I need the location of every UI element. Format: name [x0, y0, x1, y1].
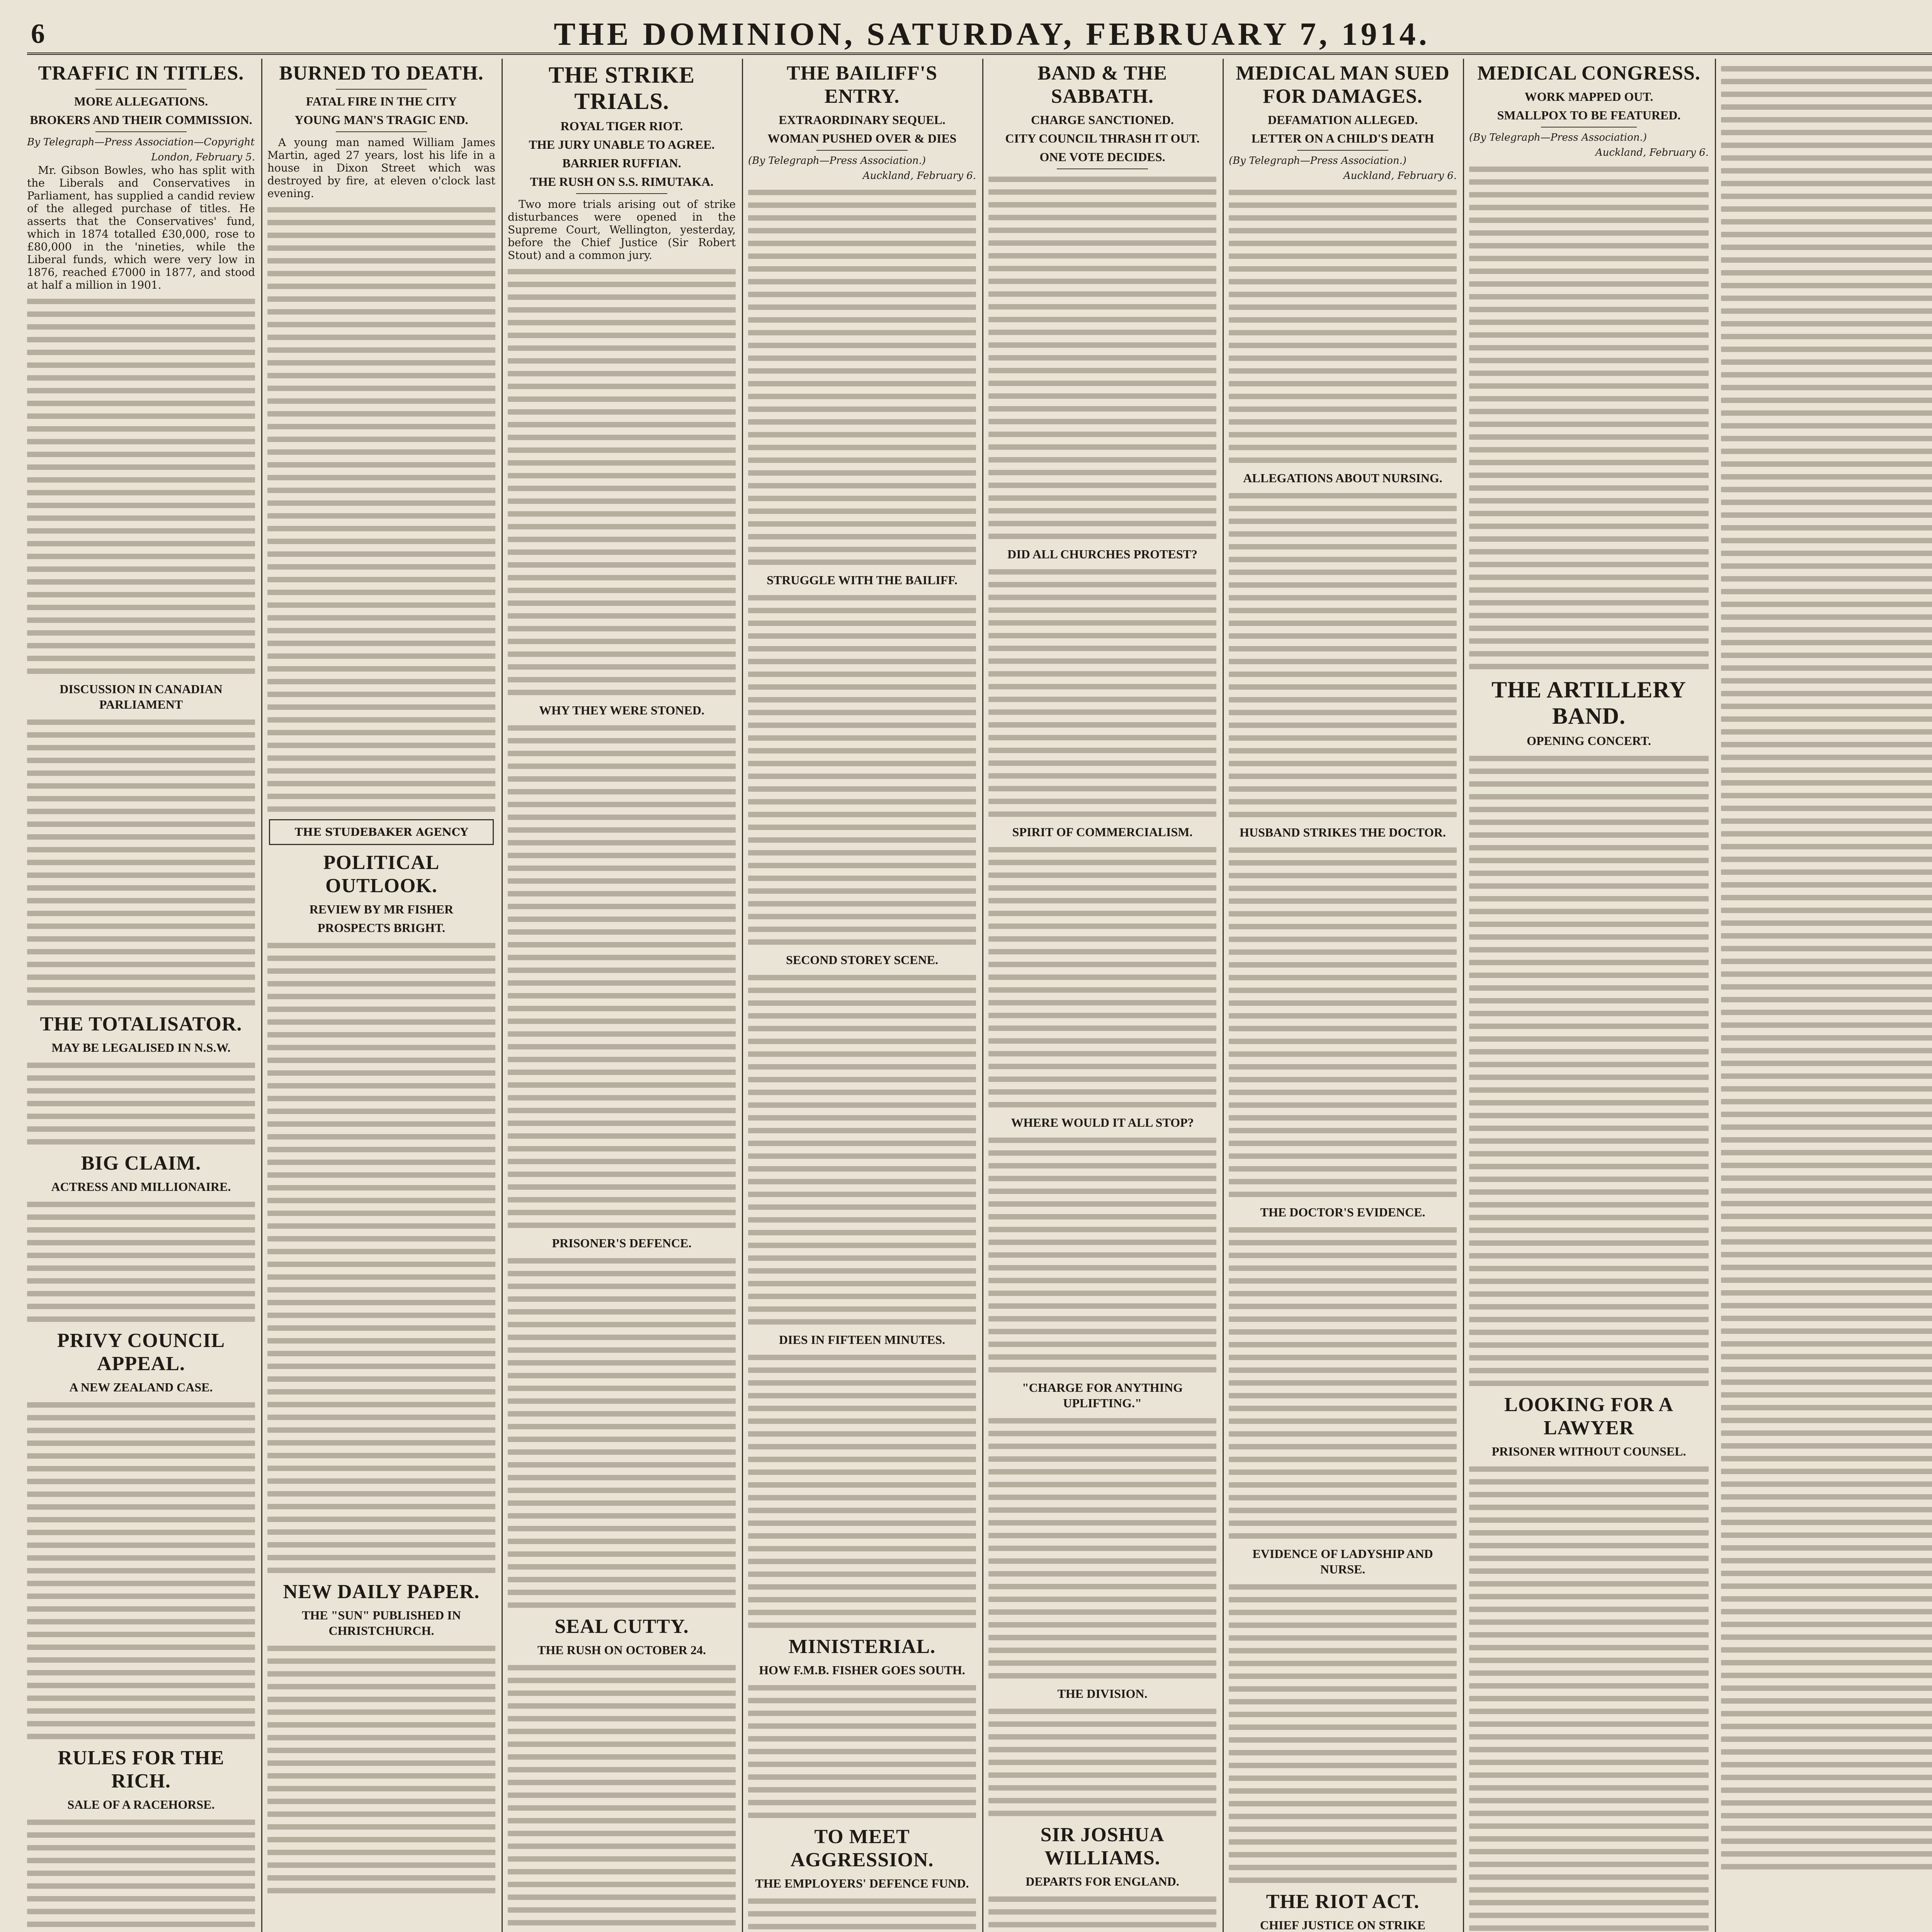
headline-traffic-in-titles: TRAFFIC IN TITLES.: [38, 62, 244, 84]
subhead: A NEW ZEALAND CASE.: [69, 1380, 213, 1394]
headline-medical-congress: MEDICAL CONGRESS.: [1477, 62, 1701, 84]
newspaper-page: [27, 15, 1932, 1932]
page-number: 6: [31, 18, 45, 49]
subhead: DEFAMATION ALLEGED.: [1267, 113, 1418, 127]
subhead: CITY COUNCIL THRASH IT OUT.: [1005, 131, 1200, 145]
byline: By Telegraph—Press Association—Copyright: [27, 136, 255, 148]
headline: NEW DAILY PAPER.: [283, 1581, 480, 1603]
headline: THE ARTILLERY BAND.: [1492, 677, 1686, 729]
subhead: BARRIER RUFFIAN.: [562, 156, 681, 170]
advertisement: THE STUDEBAKER AGENCY: [269, 819, 494, 845]
subhead: HUSBAND STRIKES THE DOCTOR.: [1239, 825, 1446, 839]
subhead: EXTRAORDINARY SEQUEL.: [779, 113, 946, 127]
subhead: THE JURY UNABLE TO AGREE.: [529, 138, 715, 151]
headline-burned-to-death: BURNED TO DEATH.: [279, 62, 484, 84]
subhead: LETTER ON A CHILD'S DEATH: [1251, 131, 1434, 145]
headline: BIG CLAIM.: [81, 1152, 201, 1174]
subhead: ONE VOTE DECIDES.: [1039, 150, 1165, 164]
column-4: [748, 59, 976, 1932]
subhead: DEPARTS FOR ENGLAND.: [1026, 1874, 1179, 1888]
subhead: MORE ALLEGATIONS.: [74, 94, 208, 108]
subhead: THE DIVISION.: [1057, 1687, 1148, 1701]
subhead: PRISONER'S DEFENCE.: [552, 1236, 692, 1250]
column-5: [988, 59, 1216, 1932]
column-1: [27, 59, 255, 1932]
headline: DISCUSSION IN CANADIAN PARLIAMENT: [60, 682, 223, 711]
headline: MINISTERIAL.: [788, 1636, 936, 1658]
subhead: EVIDENCE OF LADYSHIP AND NURSE.: [1252, 1547, 1433, 1576]
subhead: DIES IN FIFTEEN MINUTES.: [779, 1333, 946, 1347]
subhead: WHERE WOULD IT ALL STOP?: [1011, 1116, 1194, 1129]
subhead: SMALLPOX TO BE FEATURED.: [1497, 108, 1681, 122]
subhead: ALLEGATIONS ABOUT NURSING.: [1243, 471, 1442, 485]
byline: (By Telegraph—Press Association.): [1469, 132, 1647, 143]
dateline: Auckland, February 6.: [862, 170, 976, 182]
headline: PRIVY COUNCIL APPEAL.: [57, 1330, 225, 1375]
subhead: BROKERS AND THEIR COMMISSION.: [30, 113, 252, 127]
subhead: SECOND STOREY SCENE.: [786, 953, 938, 967]
newspaper-title: THE DOMINION, SATURDAY, FEBRUARY 7, 1914.: [554, 16, 1430, 52]
article-paragraph: A young man named William James Martin, aged 27 years, lost his life in a house in Dixon Street which was destroyed by fire, at eleven o'clock last evening.: [267, 136, 495, 200]
subhead: WOMAN PUSHED OVER & DIES: [767, 131, 957, 145]
subhead: ACTRESS AND MILLIONAIRE.: [51, 1180, 231, 1194]
subhead: STRUGGLE WITH THE BAILIFF.: [767, 573, 957, 587]
subhead: THE RUSH ON S.S. RIMUTAKA.: [530, 175, 714, 189]
headline-medical-man-sued: MEDICAL MAN SUED FOR DAMAGES.: [1236, 62, 1450, 107]
headline: SEAL CUTTY.: [554, 1616, 689, 1638]
subhead: HOW F.M.B. FISHER GOES SOUTH.: [759, 1663, 965, 1677]
headline: THE TOTALISATOR.: [40, 1013, 242, 1035]
headline-bailiffs-entry: THE BAILIFF'S ENTRY.: [786, 62, 938, 107]
subhead: FATAL FIRE IN THE CITY: [306, 94, 457, 108]
subhead: MAY BE LEGALISED IN N.S.W.: [51, 1041, 231, 1054]
column-6: [1229, 59, 1457, 1932]
subhead: OPENING CONCERT.: [1527, 734, 1651, 748]
headline: RULES FOR THE RICH.: [58, 1747, 224, 1792]
headline-strike-trials: THE STRIKE TRIALS.: [548, 62, 695, 114]
subhead: REVIEW BY MR FISHER: [309, 902, 454, 916]
article-paragraph: Two more trials arising out of strike disturbances were opened in the Supreme Court, Wellington, yesterday, before the Chief Justice (Sir Robert Stout) and a common jury.: [508, 198, 736, 262]
subhead: SPIRIT OF COMMERCIALISM.: [1012, 825, 1193, 839]
column-8: [1721, 59, 1932, 1932]
byline: (By Telegraph—Press Association.): [1229, 155, 1406, 167]
subhead: DID ALL CHURCHES PROTEST?: [1007, 547, 1197, 561]
subhead: THE EMPLOYERS' DEFENCE FUND.: [755, 1876, 969, 1890]
column-7: [1469, 59, 1709, 1932]
headline-band-and-sabbath: BAND & THE SABBATH.: [1037, 62, 1167, 107]
column-3: [508, 59, 736, 1932]
dateline: Auckland, February 6.: [1343, 170, 1457, 182]
columns: [27, 59, 1932, 1932]
headline: THE RIOT ACT.: [1266, 1891, 1420, 1913]
headline: TO MEET AGGRESSION.: [790, 1826, 934, 1871]
dateline: London, February 5.: [151, 151, 255, 163]
subhead: "CHARGE FOR ANYTHING UPLIFTING.": [1022, 1381, 1183, 1410]
subhead: THE DOCTOR'S EVIDENCE.: [1260, 1205, 1425, 1219]
subhead: CHIEF JUSTICE ON STRIKE: [1260, 1918, 1426, 1932]
subhead: PRISONER WITHOUT COUNSEL.: [1492, 1444, 1686, 1458]
dateline: Auckland, February 6.: [1595, 147, 1709, 158]
article-paragraph: Mr. Gibson Bowles, who has split with the Liberals and Conservatives in Parliament, has supplied a candid review of the alleged purchase of titles. He asserts that the Conservatives' fund, which in 1874 totalled £30,000, rose to £80,000 in the 'nineties, while the Liberal funds, which were very low in 1876, reached £7000 in 1877, and stood at half a million in 1901.: [27, 164, 255, 291]
subhead: YOUNG MAN'S TRAGIC END.: [294, 113, 468, 127]
column-2: [267, 59, 495, 1932]
subhead: SALE OF A RACEHORSE.: [67, 1798, 215, 1811]
subhead: WORK MAPPED OUT.: [1524, 90, 1653, 104]
subhead: WHY THEY WERE STONED.: [539, 703, 704, 717]
subhead: ROYAL TIGER RIOT.: [560, 119, 683, 133]
subhead: THE "SUN" PUBLISHED IN CHRISTCHURCH.: [302, 1608, 461, 1638]
headline: SIR JOSHUA WILLIAMS.: [1040, 1824, 1165, 1869]
headline: LOOKING FOR A LAWYER: [1504, 1394, 1673, 1439]
subhead: PROSPECTS BRIGHT.: [317, 921, 446, 935]
headline: POLITICAL OUTLOOK.: [323, 852, 440, 897]
subhead: CHARGE SANCTIONED.: [1031, 113, 1174, 127]
subhead: THE RUSH ON OCTOBER 24.: [537, 1643, 706, 1657]
masthead: [27, 15, 1932, 55]
byline: (By Telegraph—Press Association.): [748, 155, 926, 167]
